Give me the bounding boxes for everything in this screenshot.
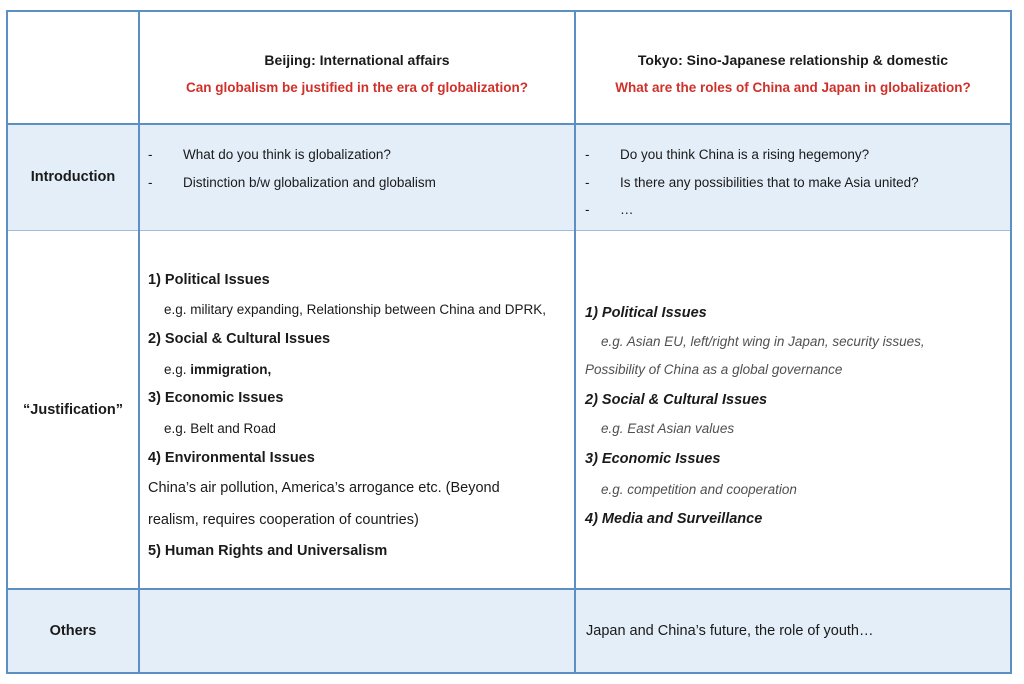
column-divider	[138, 10, 140, 674]
beijing-header	[140, 52, 574, 95]
issue-detail: e.g. Asian EU, left/right wing in Japan, security issues,	[601, 334, 925, 349]
issue-heading: 2) Social & Cultural Issues	[585, 392, 768, 408]
header-bottom-border	[6, 123, 1012, 125]
others-text: Japan and China’s future, the role of youth…	[586, 623, 874, 639]
issue-heading: 1) Political Issues	[148, 272, 270, 288]
tokyo-title: Tokyo: Sino-Japanese relationship & domestic	[637, 52, 949, 68]
issue-heading: 5) Human Rights and Universalism	[148, 543, 388, 559]
issue-detail: e.g. competition and cooperation	[601, 482, 797, 497]
beijing-justification	[148, 232, 572, 588]
row-label-others: Others	[49, 623, 97, 639]
issue-detail: e.g. East Asian values	[601, 421, 735, 436]
issue-heading: 2) Social & Cultural Issues	[148, 331, 331, 347]
list-item: - Do you think China is a rising hegemony?	[585, 147, 870, 162]
issue-heading: 4) Environmental Issues	[148, 450, 315, 466]
issue-detail: e.g. military expanding, Relationship between China and DPRK,	[164, 302, 546, 317]
issue-detail: realism, requires cooperation of countries)	[148, 512, 419, 528]
column-divider	[574, 10, 576, 674]
issue-detail: Possibility of China as a global governance	[585, 362, 843, 377]
list-item: - What do you think is globalization?	[148, 147, 391, 162]
list-item: - …	[585, 202, 634, 217]
row-label-introduction: Introduction	[30, 169, 116, 185]
beijing-question: Can globalism be justified in the era of globalization?	[185, 80, 529, 95]
issue-detail: e.g. immigration,	[164, 362, 272, 377]
issue-detail: e.g. Belt and Road	[164, 421, 276, 436]
row-divider	[6, 230, 1012, 231]
tokyo-question: What are the roles of China and Japan in globalization?	[615, 80, 971, 95]
tokyo-others	[586, 590, 1006, 672]
beijing-others	[148, 590, 568, 672]
issue-heading: 1) Political Issues	[585, 305, 707, 321]
tokyo-introduction	[585, 141, 1005, 224]
list-item: - Distinction b/w globalization and globalism	[148, 174, 436, 190]
table-right-border	[1010, 10, 1012, 674]
issue-heading: 4) Media and Surveillance	[585, 511, 763, 527]
issue-heading: 3) Economic Issues	[585, 451, 721, 467]
row-label-justification: “Justification”	[23, 402, 123, 418]
beijing-title: Beijing: International affairs	[264, 52, 450, 68]
tokyo-header	[576, 52, 1010, 95]
table-bottom-border	[6, 672, 1012, 674]
list-item: - Is there any possibilities that to make Asia united?	[585, 174, 919, 190]
table-top-border	[6, 10, 1012, 12]
issue-heading: 3) Economic Issues	[148, 390, 284, 406]
issue-detail: China’s air pollution, America’s arrogance etc. (Beyond	[148, 480, 500, 496]
beijing-introduction	[148, 141, 568, 196]
comparison-table	[6, 10, 1012, 674]
tokyo-justification	[585, 232, 1009, 588]
